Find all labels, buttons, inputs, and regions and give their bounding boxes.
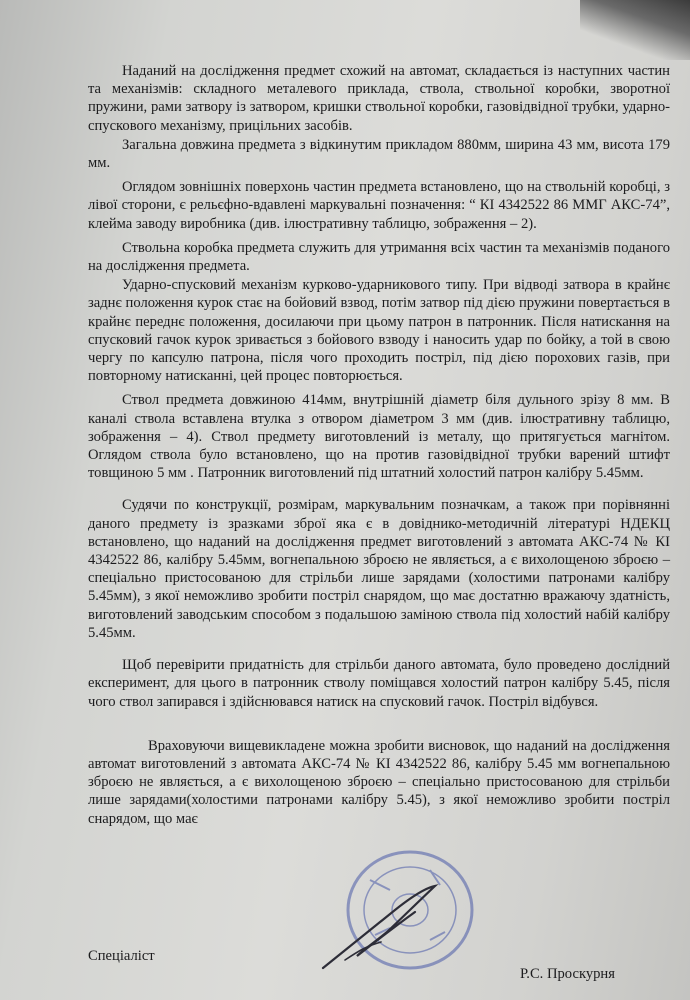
page-corner-shadow: [580, 0, 690, 60]
paragraph-dimensions: Загальна довжина предмета з відкинутим прикладом 880мм, ширина 43 мм, висота 179 мм.: [88, 136, 670, 172]
round-stamp-icon: [330, 840, 480, 980]
paragraph-parts: Наданий на дослідження предмет схожий на автомат, складається із наступних частин та механізмів: складного металевого приклада, ствола, ствольної коробки, зворотної пружини, рами затвору із затвором, кришки ствольної коробки, газовідвідної трубки, ударно-спускового механізму, прицільних засобів.: [88, 63, 670, 134]
paragraph-conclusion: Враховуючи вищевикладене можна зробити висновок, що наданий на дослідження автомат виготовлений з автомата АКС-74 № КІ 4342522 86, калібру 5.45 мм вогнепальною зброєю не являється, а є вихолощеною зброєю – спеціально пристосованою для стрільби лише зарядами(холостими патронами калібру 5.45), з якої неможливо зробити постріл снарядом, що має: [88, 737, 670, 827]
document-body: [88, 62, 670, 829]
paragraph-experiment: Щоб перевірити придатність для стрільби даного автомата, було проведено дослідний експеримент, для цього в патронник стволу поміщався холостий патрон калібру 5.45, після чого ствол запирався і здійснювався натиск на спусковий гачок. Постріл відбувся.: [88, 657, 670, 710]
paragraph-findings: Судячи по конструкції, розмірам, маркувальним позначкам, а також при порівнянні даного предмету із зразками зброї яка є в довіднико-методичній літературі НДЕКЦ встановлено, що наданий на дослідження предмет виготовлений з автомата АКС-74 № КІ 4342522 86, калібру 5.45мм, вогнепальною зброєю не являється, а є вихолощеною зброєю – спеціально пристосованою для стрільби лише зарядами (холостими патронами калібру 5.45мм), з якої неможливо зробити постріл снарядом, що має достатню вражаючу здатність, виготовлений заводським способом з подальшою заміною ствола під холостий набій калібру 5.45мм.: [88, 497, 670, 641]
signature-name: Р.С. Проскурня: [520, 966, 615, 982]
paragraph-barrel: Ствол предмета довжиною 414мм, внутрішній діаметр біля дульного зрізу 8 мм. В каналі ствола вставлена втулка з отвором діаметром 3 мм (див. ілюстративну таблицю, зображення – 4). Ствол предмету виготовлений із металу, що притягується магнітом. Оглядом ствола було встановлено, що на против газовідвідної трубки варений штифт товщиною 5 мм . Патронник виготовлений під штатний холостий патрон калібру 5.45мм.: [88, 392, 670, 482]
paragraph-trigger-mechanism: Ударно-спусковий механізм курково-ударникового типу. При відводі затвора в крайнє заднє положення курок стає на бойовий взвод, потім затвор під дією пружини повертається в крайнє переднє положення, досилаючи при цьому патрон в патронник. Після натискання на спусковий гачок курок зривається з бойового взводу і наносить удар по бойку, а той в свою чергу по капсулю патрона, після чого проходить постріл, під дією порохових газів, при повторному натисканні, цей процес повторюється.: [88, 277, 670, 385]
paragraph-receiver: Ствольна коробка предмета служить для утримання всіх частин та механізмів поданого на дослідження предмета.: [88, 239, 670, 275]
handwritten-signature-icon: [315, 880, 455, 975]
paragraph-markings: Оглядом зовнішніх поверхонь частин предмета встановлено, що на ствольній коробці, з лівої сторони, є рельєфно-вдавлені маркувальні позначення: “ КІ 4342522 86 ММГ АКС-74”, клейма заводу виробника (див. ілюстративну таблицю, зображення – 2).: [88, 179, 670, 232]
signature-role: Спеціаліст: [88, 948, 155, 964]
